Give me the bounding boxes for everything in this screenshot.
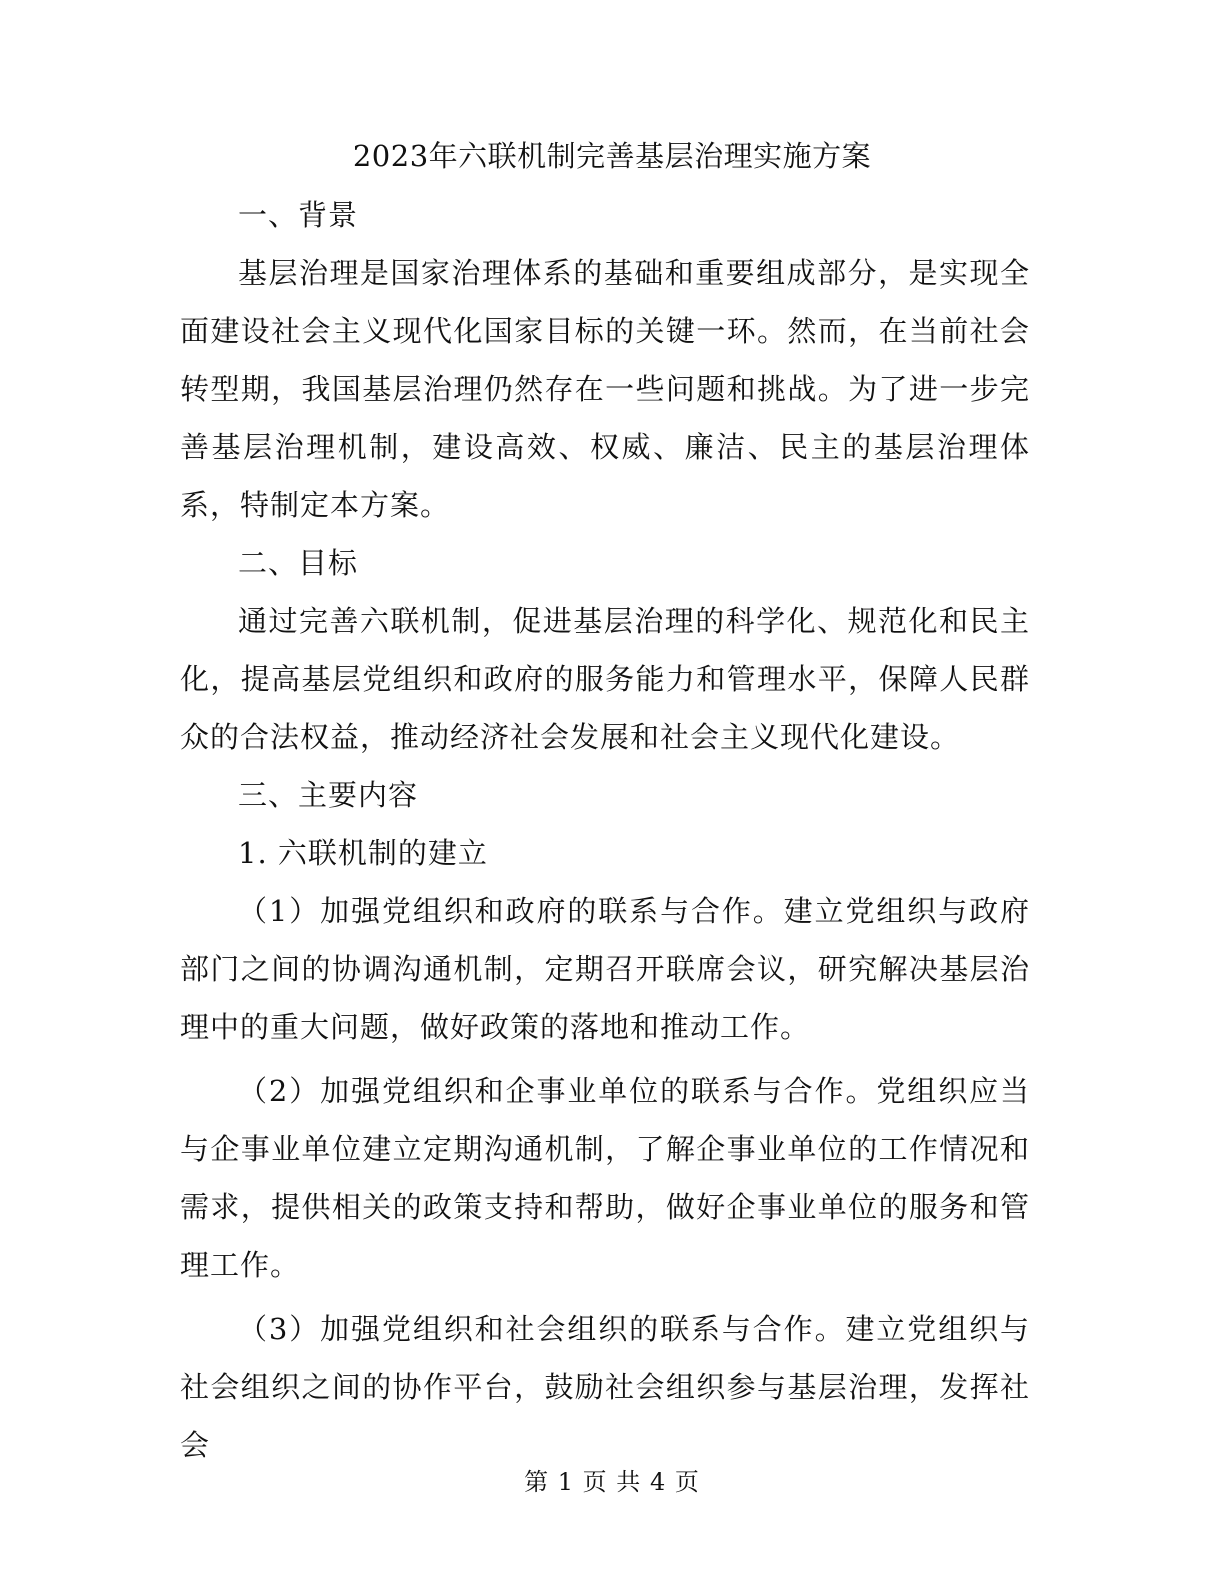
section-heading-background: 一、背景	[238, 198, 359, 232]
document-title: 2023年六联机制完善基层治理实施方案	[352, 139, 872, 173]
paragraph-goal: 通过完善六联机制，促进基层治理的科学化、规范化和民主化，提高基层党组织和政府的服务能力和管理水平，保障人民群众的合法权益，推动经济社会发展和社会主义现代化建设。	[180, 604, 1030, 754]
section-heading-goal: 二、目标	[238, 546, 359, 580]
document-body	[180, 186, 1030, 1474]
page-footer: 第 1 页 共 4 页	[524, 1468, 700, 1496]
paragraph-background: 基层治理是国家治理体系的基础和重要组成部分，是实现全面建设社会主义现代化国家目标的关键一环。然而，在当前社会转型期，我国基层治理仍然存在一些问题和挑战。为了进一步完善基层治理机制，建设高效、权威、廉洁、民主的基层治理体系，特制定本方案。	[180, 256, 1030, 522]
list-item-3: （3）加强党组织和社会组织的联系与合作。建立党组织与社会组织之间的协作平台，鼓励社会组织参与基层治理，发挥社会	[180, 1312, 1030, 1462]
subsection-heading-establish: 1. 六联机制的建立	[238, 836, 488, 870]
section-heading-main-content: 三、主要内容	[238, 778, 419, 812]
list-item-1: （1）加强党组织和政府的联系与合作。建立党组织与政府部门之间的协调沟通机制，定期召开联席会议，研究解决基层治理中的重大问题，做好政策的落地和推动工作。	[180, 894, 1030, 1044]
list-item-2: （2）加强党组织和企事业单位的联系与合作。党组织应当与企事业单位建立定期沟通机制，了解企事业单位的工作情况和需求，提供相关的政策支持和帮助，做好企事业单位的服务和管理工作。	[180, 1074, 1030, 1282]
